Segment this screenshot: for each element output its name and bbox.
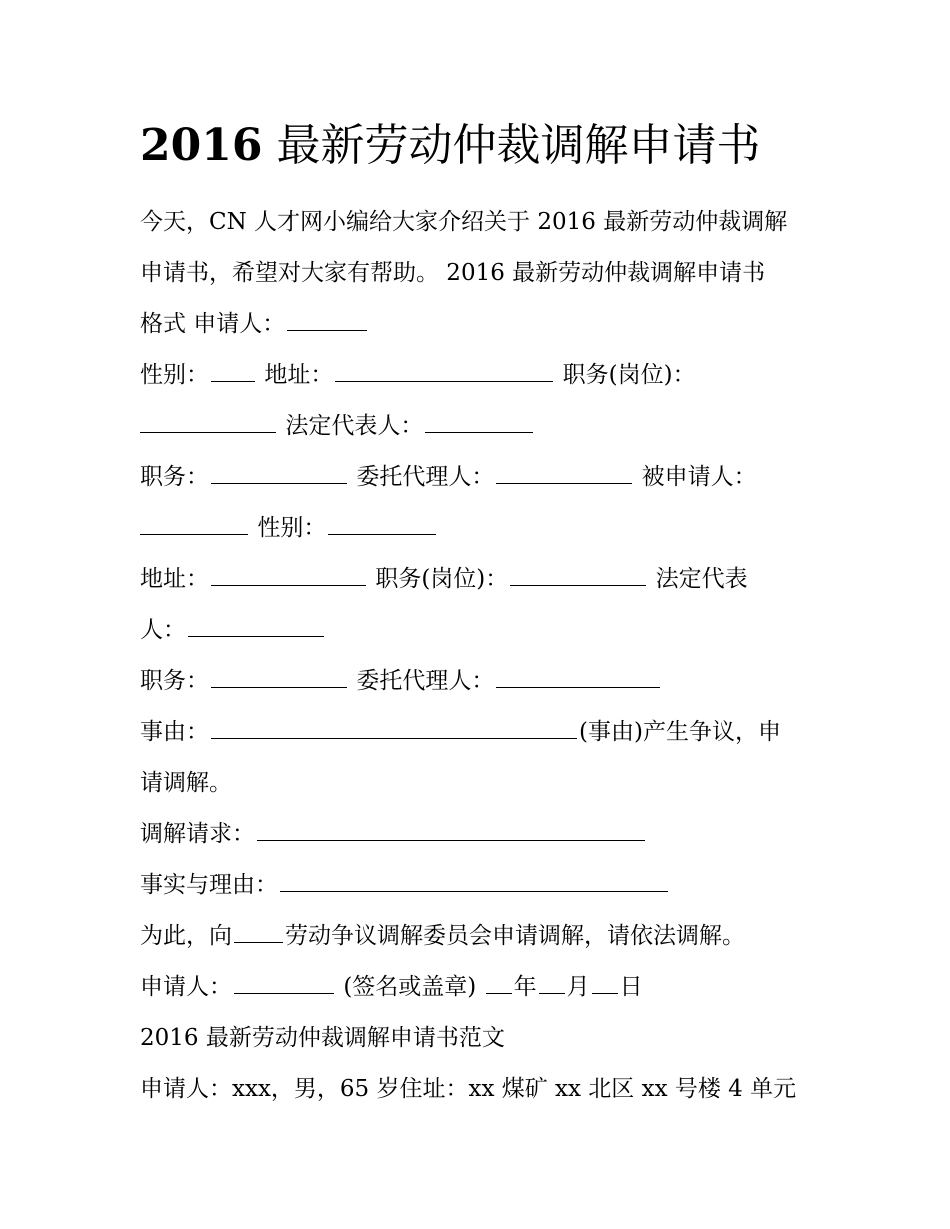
respondent-legal-rep-line [140, 605, 820, 656]
respondent-address-blank [211, 567, 366, 586]
respondent-gender-blank [328, 516, 436, 535]
cause-blank [211, 720, 577, 739]
cause-label: 事由： [140, 719, 209, 745]
respondent-legal-rep-label-cont: 人： [140, 617, 186, 643]
month-label: 月 [566, 974, 590, 1000]
duty-blank [211, 465, 347, 484]
respondent-gender-line [140, 503, 820, 554]
cause-line [140, 707, 820, 758]
respondent-legal-rep-blank [188, 618, 324, 637]
day-label: 日 [619, 974, 643, 1000]
respondent-duty-blank [211, 669, 347, 688]
mediation-request-blank [257, 822, 645, 841]
facts-reasons-blank [280, 873, 668, 892]
agent-label: 委托代理人： [356, 464, 495, 490]
agent-respondent-line [140, 452, 820, 503]
intro-text-2: 申请书，希望对大家有帮助。 2016 最新劳动仲裁调解申请书 [140, 260, 766, 286]
signature-label: 申请人： [140, 974, 232, 1000]
signature-line [140, 962, 820, 1013]
respondent-name-blank [140, 516, 248, 535]
statement-text: 劳动争议调解委员会申请调解，请依法调解。 [285, 923, 745, 949]
statement-prefix: 为此，向 [140, 923, 232, 949]
gender-blank [211, 363, 255, 382]
respondent-position-label: 职务(岗位)： [375, 566, 509, 592]
applicant-label: 格式 申请人： [140, 311, 286, 337]
respondent-agent-line [140, 656, 820, 707]
mediation-request-line [140, 809, 820, 860]
cause-text-cont: 请调解。 [140, 770, 232, 796]
title-year: 2016 [140, 120, 263, 171]
month-blank [539, 975, 565, 994]
respondent-label: 被申请人： [641, 464, 757, 490]
applicant-line [140, 299, 820, 350]
address-blank [335, 363, 553, 382]
respondent-position-blank [510, 567, 646, 586]
respondent-address-label: 地址： [140, 566, 209, 592]
agent-blank [496, 465, 632, 484]
year-label: 年 [513, 974, 537, 1000]
sample-heading: 2016 最新劳动仲裁调解申请书范文 [140, 1025, 505, 1051]
page-title [140, 118, 840, 174]
applicant-gender-address-line [140, 350, 820, 401]
cause-line-cont [140, 758, 820, 809]
facts-reasons-label: 事实与理由： [140, 872, 278, 898]
respondent-address-line [140, 554, 820, 605]
respondent-legal-rep-label: 法定代表 [655, 566, 748, 592]
mediation-request-label: 调解请求： [140, 821, 255, 847]
respondent-agent-blank [496, 669, 660, 688]
sample-applicant-line [140, 1064, 820, 1115]
respondent-agent-label: 委托代理人： [356, 668, 495, 694]
position-label: 职务(岗位)： [562, 362, 696, 388]
intro-text-1: 今天，CN 人才网小编给大家介绍关于 2016 最新劳动仲裁调解 [140, 209, 788, 235]
year-blank [486, 975, 512, 994]
intro-line-1 [140, 197, 820, 248]
signature-note: (签名或盖章) [343, 974, 477, 1000]
sample-heading-line [140, 1013, 820, 1064]
intro-line-2 [140, 248, 820, 299]
document-body [140, 197, 820, 1115]
respondent-gender-label: 性别： [257, 515, 327, 541]
position-blank [140, 414, 276, 433]
applicant-name-blank [287, 312, 367, 331]
sample-applicant-text: 申请人：xxx，男，65 岁住址：xx 煤矿 xx 北区 xx 号楼 4 单元 [140, 1076, 797, 1102]
statement-line [140, 911, 820, 962]
day-blank [592, 975, 618, 994]
respondent-duty-label: 职务： [140, 668, 209, 694]
committee-blank [234, 924, 283, 943]
signature-blank [234, 975, 334, 994]
address-label: 地址： [264, 362, 334, 388]
facts-reasons-line [140, 860, 820, 911]
duty-label: 职务： [140, 464, 209, 490]
legal-rep-label: 法定代表人： [285, 413, 424, 439]
cause-text: (事由)产生争议，申 [579, 719, 781, 745]
title-text: 最新劳动仲裁调解申请书 [276, 120, 761, 171]
legal-rep-blank [425, 414, 533, 433]
gender-label: 性别： [140, 362, 209, 388]
legal-rep-line [140, 401, 820, 452]
